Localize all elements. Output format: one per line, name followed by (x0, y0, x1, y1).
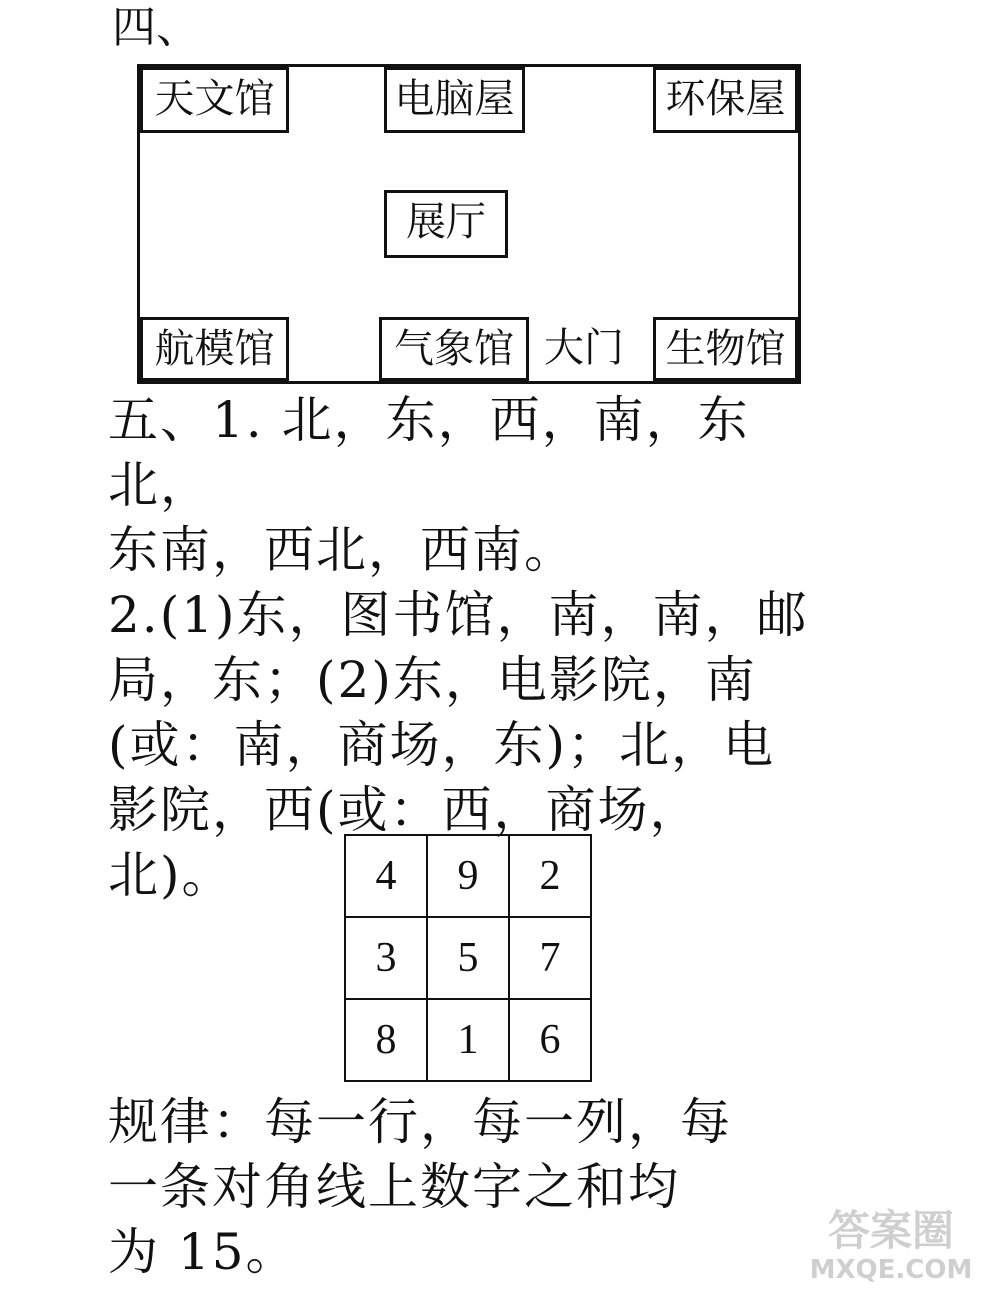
magic-square-cell: 8 (345, 999, 427, 1081)
answers-section (108, 388, 828, 908)
watermark-logo-text: 答案圈 (827, 1206, 954, 1255)
answer-line: 北)。 (108, 846, 234, 904)
campus-map (137, 64, 801, 384)
magic-square-cell: 7 (509, 917, 591, 999)
room-exhibition: 展厅 (384, 190, 508, 258)
room-aviation-model: 航模馆 (140, 317, 289, 381)
magic-square-cell: 3 (345, 917, 427, 999)
answer-line: 2.(1)东，图书馆，南，南，邮 (108, 586, 809, 644)
site-watermark (796, 1207, 986, 1285)
room-computer: 电脑屋 (384, 67, 525, 133)
answer-line: (或：南，商场，东)；北，电 (108, 716, 776, 774)
magic-square-row (345, 835, 591, 917)
answer-line: 东南，西北，西南。 (108, 521, 576, 579)
magic-square-cell: 5 (427, 917, 509, 999)
answer-line: 五、1. 北，东，西，南，东北， (108, 391, 750, 514)
magic-square-cell: 4 (345, 835, 427, 917)
answer-line: 局，东；(2)东，电影院，南 (108, 651, 757, 709)
magic-square-cell: 2 (509, 835, 591, 917)
rule-section (108, 1090, 828, 1285)
main-gate-label: 大门 (544, 325, 624, 371)
rule-line: 一条对角线上数字之和均 (108, 1158, 680, 1216)
room-environment: 环保屋 (653, 67, 798, 133)
answer-line: 影院，西(或：西，商场， (108, 781, 702, 839)
magic-square-cell: 1 (427, 999, 509, 1081)
room-weather: 气象馆 (379, 317, 529, 381)
rule-line: 规律：每一行，每一列，每 (108, 1093, 732, 1151)
magic-square-cell: 9 (427, 835, 509, 917)
room-biology: 生物馆 (653, 317, 798, 381)
room-astronomy: 天文馆 (140, 67, 289, 133)
rule-line: 为 15。 (108, 1223, 298, 1281)
watermark-url: MXQE.COM (809, 1255, 973, 1285)
magic-square-row (345, 999, 591, 1081)
magic-square (344, 834, 592, 1082)
section-four-heading: 四、 (112, 2, 200, 53)
magic-square-row (345, 917, 591, 999)
magic-square-cell: 6 (509, 999, 591, 1081)
